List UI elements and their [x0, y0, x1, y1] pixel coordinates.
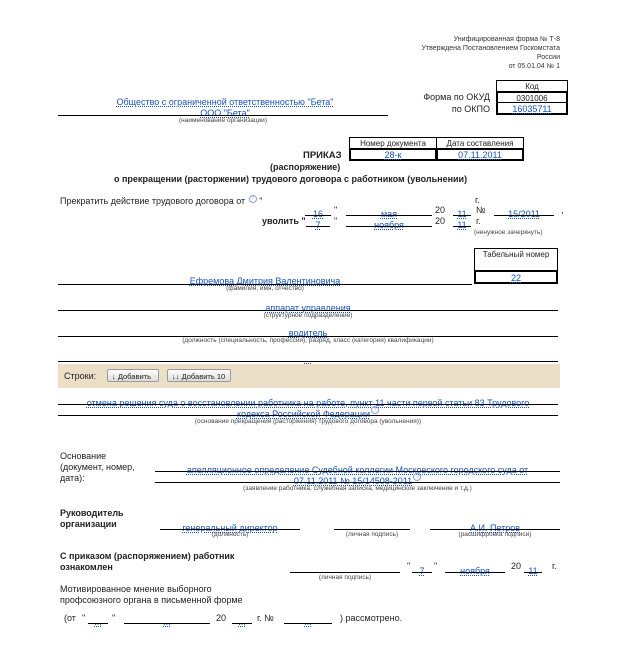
union-quote-open: " [82, 613, 86, 623]
help-icon[interactable]: ? [413, 473, 421, 481]
department-caption: (структурное подразделение) [263, 312, 353, 319]
dismiss-year-prefix: 20 [435, 216, 446, 226]
union-year-text[interactable]: ... [238, 617, 246, 627]
department-line [58, 310, 558, 311]
acquainted-g: г. [552, 561, 557, 571]
union-day[interactable] [88, 612, 108, 630]
union-quote-close: " [112, 613, 116, 623]
basis-label-1: Основание [60, 451, 107, 461]
dismiss-month[interactable] [346, 215, 432, 233]
basis-label-3: дата): [60, 473, 85, 483]
employee-position-text[interactable]: водитель [288, 328, 328, 338]
code-header: Код [496, 80, 568, 92]
reason-caption: (основание прекращения (расторжения) трудового договора (увольнения)) [194, 418, 422, 425]
tabel-header: Табельный номер [474, 248, 558, 271]
reason-line-2-text[interactable]: кодекса Российской Федерации [236, 409, 370, 419]
acquainted-month[interactable] [445, 561, 505, 579]
basis-line-2-text[interactable]: 07.11.2011 № 15/14508-2011 [293, 476, 413, 486]
acquainted-signature-caption: (личная подпись) [318, 574, 372, 581]
terminate-year-text[interactable]: 11 [457, 209, 467, 219]
order-subtitle: (распоряжение) [270, 162, 341, 172]
acquainted-signature-line [290, 572, 400, 573]
form-line-2: Утверждена Постановлением Госкомстата [421, 45, 560, 52]
terminate-quote-close: " [334, 205, 338, 215]
okud-value: 0301006 [496, 91, 568, 103]
add-10-rows-button[interactable] [167, 369, 231, 382]
head-name-text[interactable]: А.И. Петров [469, 523, 521, 533]
terminate-year-prefix: 20 [435, 205, 446, 215]
head-position-caption: (должность) [211, 531, 249, 538]
dismiss-caption: (ненужное зачеркнуть) [474, 229, 543, 236]
tabel-value[interactable] [474, 270, 558, 284]
extra-line [58, 361, 558, 362]
position-caption: (должность (специальность, профессия), разряд, класс (категория) квалификации) [182, 337, 434, 344]
org-caption: (наименование организации) [179, 117, 267, 124]
help-icon[interactable]: ? [371, 406, 379, 414]
acquainted-label-1: С приказом (распоряжением) работник [60, 551, 235, 561]
employee-name-text[interactable]: Ефремова Дмитрия Валентиновича [189, 276, 341, 286]
union-year-prefix: 20 [216, 613, 227, 623]
union-day-line [88, 623, 108, 624]
employee-department-text[interactable]: аппарат управления [265, 303, 351, 313]
union-year-line [232, 623, 252, 624]
add-row-label: Добавить [117, 372, 151, 381]
order-purpose: о прекращении (расторжении) трудового договора с работником (увольнении) [114, 174, 468, 184]
okpo-label: по ОКПО [451, 104, 490, 114]
union-day-text[interactable]: ... [94, 617, 102, 627]
employee-extra-text[interactable]: ... [304, 354, 312, 364]
org-underline [58, 115, 388, 116]
terminate-number[interactable] [494, 204, 554, 222]
basis-caption: (заявление работника, служебная записка, медицинское заключение и т.д.) [243, 485, 472, 492]
form-line-3: России [536, 54, 560, 61]
terminate-comma: , [561, 205, 564, 215]
head-label-1: Руководитель [60, 508, 124, 518]
union-g-no: г. № [257, 613, 274, 623]
reason-line-1-text[interactable]: отмена решения суда о восстановлении работника на работе, пункт 11 части первой статьи 83 Трудового [86, 398, 530, 408]
acquainted-month-text[interactable]: ноября [460, 566, 490, 576]
union-end: ) рассмотрено. [340, 613, 403, 623]
union-month-line [124, 623, 210, 624]
dismiss-month-text[interactable]: ноября [374, 220, 404, 230]
terminate-label: Прекратить действие трудового договора от [60, 196, 246, 206]
terminate-no-label: № [476, 205, 486, 215]
tabel-value-text[interactable]: 22 [510, 273, 521, 283]
reason-underline-2 [58, 415, 558, 416]
acquainted-quote-close: " [434, 561, 438, 571]
form-line-1: Унифицированная форма № Т-8 [453, 36, 560, 43]
form-line-4: от 05.01.04 № 1 [508, 63, 560, 70]
union-from: (от [64, 613, 76, 623]
dismiss-day-text[interactable]: 7 [315, 220, 321, 230]
basis-label-2: (документ, номер, [60, 462, 135, 472]
union-line-1: Мотивированное мнение выборного [60, 584, 212, 594]
dismiss-month-line [346, 226, 432, 227]
terminate-g-top: г. [475, 195, 480, 205]
acquainted-year-line [524, 572, 542, 573]
acquainted-quote-open: " [407, 561, 411, 571]
union-line-2: профсоюзного органа в письменной форме [60, 595, 243, 605]
dismiss-year[interactable] [453, 215, 471, 233]
dismiss-label: уволить " [262, 216, 306, 226]
okud-label: Форма по ОКУД [423, 92, 490, 102]
order-title: ПРИКАЗ [303, 150, 342, 161]
doc-number-text[interactable]: 28-к [384, 150, 402, 160]
head-signature-caption: (личная подпись) [345, 531, 399, 538]
acquainted-day-line [412, 572, 432, 573]
doc-date-text[interactable]: 07.11.2011 [458, 150, 502, 160]
union-month-text[interactable]: ... [163, 617, 171, 627]
double-arrow-icon: ↓↓ [172, 372, 180, 381]
dismiss-year-line [453, 226, 471, 227]
dismiss-quote-close: " [334, 216, 338, 226]
acquainted-day-text[interactable]: 7 [419, 566, 425, 576]
help-icon[interactable]: ? [249, 195, 257, 203]
terminate-number-text[interactable]: 15/2011 [508, 209, 540, 219]
org-full-name-text[interactable]: Общество с ограниченной ответственностью "Бета" [116, 97, 334, 107]
union-number[interactable] [284, 612, 332, 630]
basis-line-1-text[interactable]: апелляционное определение Судебной коллегии Московского городского суда от [186, 465, 529, 475]
acquainted-year[interactable] [524, 561, 542, 579]
head-name-line [430, 529, 560, 530]
acquainted-year-prefix: 20 [511, 561, 522, 571]
head-name-caption: (расшифровка подписи) [458, 531, 532, 538]
add-row-button[interactable] [107, 369, 159, 382]
dismiss-day-line [306, 226, 330, 227]
dismiss-day[interactable] [306, 215, 330, 233]
head-position-line [160, 529, 300, 530]
terminate-text [60, 195, 262, 206]
acquainted-label-2: ознакомлен [60, 562, 113, 572]
basis-underline-2 [155, 482, 560, 483]
head-label-2: организации [60, 519, 117, 529]
terminate-number-line [494, 215, 554, 216]
union-number-text[interactable]: ... [304, 617, 312, 627]
head-position-text[interactable]: генеральный директор [182, 523, 278, 533]
acquainted-month-line [445, 572, 505, 573]
dismiss-year-text[interactable]: 11 [457, 220, 467, 230]
acquainted-day[interactable] [412, 561, 432, 579]
union-month[interactable] [124, 612, 210, 630]
terminate-day-text[interactable]: 16 [312, 209, 323, 219]
doc-number-value[interactable] [349, 148, 437, 161]
okpo-value-text[interactable]: 16035711 [512, 104, 552, 114]
head-signature-line [334, 529, 410, 530]
terminate-month-text[interactable]: мая [380, 209, 398, 219]
org-short-name-text[interactable]: ООО "Бета" [200, 108, 250, 118]
rows-label: Строки: [64, 371, 97, 381]
terminate-quote-open: " [259, 196, 263, 206]
doc-date-value[interactable] [436, 148, 524, 161]
dismiss-g: г. [476, 216, 481, 226]
employee-name-caption: (фамилия, имя, отчество) [226, 285, 304, 292]
arrow-down-icon: ↓ [112, 372, 116, 381]
acquainted-year-text[interactable]: 11 [528, 566, 538, 576]
doc-number-header: Номер документа [349, 137, 437, 149]
doc-date-header: Дата составления [436, 137, 524, 149]
union-number-line [284, 623, 332, 624]
union-year[interactable] [232, 612, 252, 630]
okpo-value[interactable] [496, 102, 568, 115]
add-10-label: Добавить 10 [181, 372, 226, 381]
